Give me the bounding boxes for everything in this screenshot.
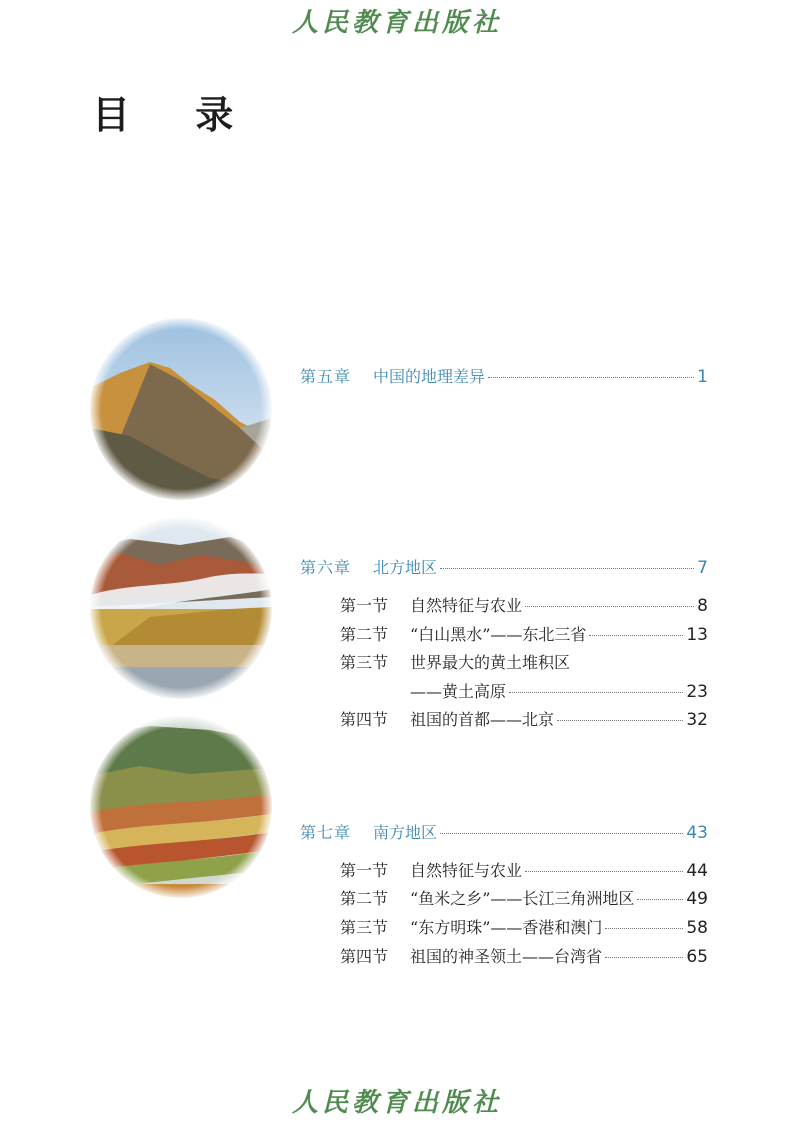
page-number: 49 [686,889,708,909]
page-number: 58 [686,918,708,938]
section-number: 第二节 [340,625,389,644]
mountain-photo [90,318,272,500]
page-number: 43 [686,823,708,843]
section-title: “鱼米之乡”——长江三角洲地区 [410,889,635,908]
chapter-number: 第五章 [300,367,352,386]
page-number: 8 [697,596,708,616]
section-title: “东方明珠”——香港和澳门 [410,918,603,937]
page-title: 目 录 [92,92,260,137]
toc-chapter-5[interactable] [300,366,708,388]
section-title: “白山黑水”——东北三省 [410,625,587,644]
dot-leader [488,377,694,378]
toc-chapter-7[interactable] [300,822,708,844]
section-title: 自然特征与农业 [410,596,523,615]
publisher-logo-top: 人民教育出版社 [291,8,502,38]
chapter-title: 中国的地理差异 [373,367,486,386]
dot-leader [509,692,683,693]
section-number: 第一节 [340,596,389,615]
toc-section-6-1[interactable] [340,595,708,617]
page-number: 32 [686,710,708,730]
section-number: 第四节 [340,947,389,966]
dot-leader [525,606,694,607]
page-number: 13 [686,625,708,645]
dot-leader [525,871,683,872]
dot-leader [605,928,683,929]
section-number: 第三节 [340,653,389,672]
toc-section-6-4[interactable] [340,709,708,731]
section-title: 自然特征与农业 [410,861,523,880]
chapter-number: 第七章 [300,823,352,842]
toc-section-7-4[interactable] [340,946,708,968]
autumn-lake-photo [90,517,272,699]
toc-section-7-3[interactable] [340,917,708,939]
section-title: 祖国的首都——北京 [410,710,555,729]
section-number: 第三节 [340,918,389,937]
toc-chapter-6[interactable] [300,557,708,579]
toc-section-6-3[interactable] [340,652,708,674]
section-number: 第二节 [340,889,389,908]
toc-section-7-2[interactable] [340,888,708,910]
toc-section-6-3-continued[interactable] [410,681,708,703]
chapter-number: 第六章 [300,558,352,577]
page-number: 7 [697,558,708,578]
dot-leader [440,833,683,834]
page-number: 65 [686,947,708,967]
dot-leader [440,568,694,569]
page-number: 23 [686,682,708,702]
page-number: 44 [686,861,708,881]
publisher-logo-bottom: 人民教育出版社 [291,1088,502,1118]
chapter-title: 南方地区 [373,823,438,842]
page-number: 1 [697,367,708,387]
dot-leader [589,635,683,636]
toc-section-7-1[interactable] [340,860,708,882]
section-title-continued: ——黄土高原 [410,682,507,701]
section-title: 世界最大的黄土堆积区 [410,653,571,672]
dot-leader [637,899,683,900]
toc-section-6-2[interactable] [340,624,708,646]
dot-leader [605,957,683,958]
chapter-title: 北方地区 [373,558,438,577]
dot-leader [557,720,683,721]
terraced-fields-photo [90,716,272,898]
section-title: 祖国的神圣领土——台湾省 [410,947,603,966]
section-number: 第四节 [340,710,389,729]
section-number: 第一节 [340,861,389,880]
